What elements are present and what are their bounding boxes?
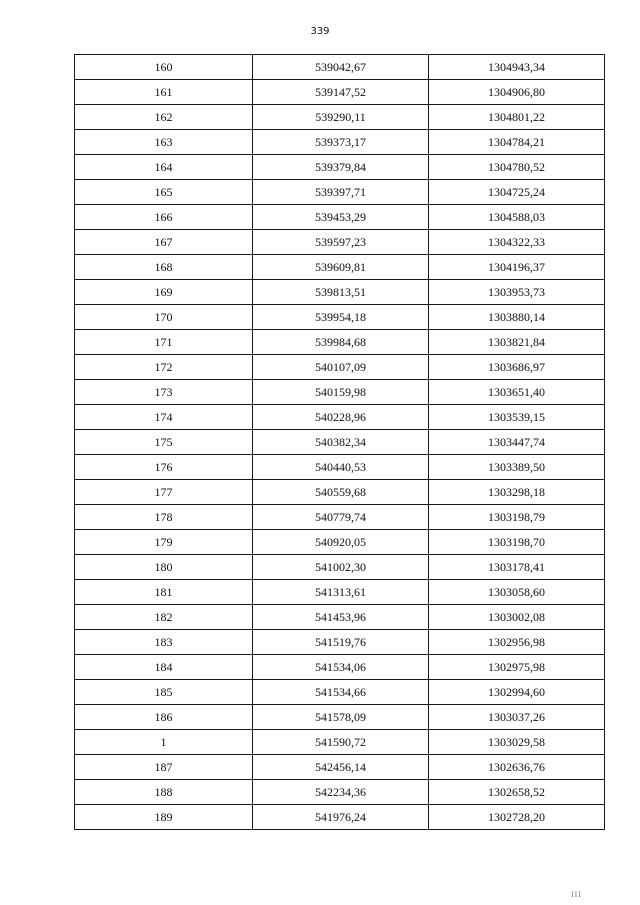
x-coordinate-cell: 540159,98: [253, 380, 429, 405]
point-number-cell: 1: [75, 730, 253, 755]
x-coordinate-cell: 540779,74: [253, 505, 429, 530]
y-coordinate-cell: 1302658,52: [429, 780, 605, 805]
y-coordinate-cell: 1302956,98: [429, 630, 605, 655]
point-number-cell: 170: [75, 305, 253, 330]
x-coordinate-cell: 541519,76: [253, 630, 429, 655]
point-number-cell: 164: [75, 155, 253, 180]
y-coordinate-cell: 1302994,60: [429, 680, 605, 705]
point-number-cell: 171: [75, 330, 253, 355]
table-row: [75, 530, 605, 555]
x-coordinate-cell: 541002,30: [253, 555, 429, 580]
y-coordinate-cell: 1304780,52: [429, 155, 605, 180]
y-coordinate-cell: 1303178,41: [429, 555, 605, 580]
x-coordinate-cell: 541534,06: [253, 655, 429, 680]
table-row: [75, 305, 605, 330]
y-coordinate-cell: 1303447,74: [429, 430, 605, 455]
y-coordinate-cell: 1304943,34: [429, 55, 605, 80]
point-number-cell: 168: [75, 255, 253, 280]
y-coordinate-cell: 1304588,03: [429, 205, 605, 230]
coordinates-table: [74, 54, 605, 830]
y-coordinate-cell: 1303298,18: [429, 480, 605, 505]
x-coordinate-cell: 541976,24: [253, 805, 429, 830]
point-number-cell: 174: [75, 405, 253, 430]
point-number-cell: 182: [75, 605, 253, 630]
x-coordinate-cell: 539813,51: [253, 280, 429, 305]
table-row: [75, 555, 605, 580]
table-row: [75, 630, 605, 655]
x-coordinate-cell: 539397,71: [253, 180, 429, 205]
y-coordinate-cell: 1303821,84: [429, 330, 605, 355]
coordinates-table-body: [75, 55, 605, 830]
y-coordinate-cell: 1304322,33: [429, 230, 605, 255]
table-row: [75, 605, 605, 630]
point-number-cell: 162: [75, 105, 253, 130]
y-coordinate-cell: 1303539,15: [429, 405, 605, 430]
table-row: [75, 680, 605, 705]
table-row: [75, 180, 605, 205]
table-row: [75, 780, 605, 805]
x-coordinate-cell: 540920,05: [253, 530, 429, 555]
table-row: [75, 105, 605, 130]
point-number-cell: 177: [75, 480, 253, 505]
table-row: [75, 505, 605, 530]
x-coordinate-cell: 540382,34: [253, 430, 429, 455]
point-number-cell: 184: [75, 655, 253, 680]
point-number-cell: 183: [75, 630, 253, 655]
y-coordinate-cell: 1303198,70: [429, 530, 605, 555]
x-coordinate-cell: 539453,29: [253, 205, 429, 230]
x-coordinate-cell: 541590,72: [253, 730, 429, 755]
table-row: [75, 155, 605, 180]
x-coordinate-cell: 542456,14: [253, 755, 429, 780]
x-coordinate-cell: 539042,67: [253, 55, 429, 80]
y-coordinate-cell: 1303037,26: [429, 705, 605, 730]
y-coordinate-cell: 1303198,79: [429, 505, 605, 530]
y-coordinate-cell: 1304196,37: [429, 255, 605, 280]
table-row: [75, 380, 605, 405]
point-number-cell: 187: [75, 755, 253, 780]
point-number-cell: 189: [75, 805, 253, 830]
y-coordinate-cell: 1303953,73: [429, 280, 605, 305]
y-coordinate-cell: 1303651,40: [429, 380, 605, 405]
point-number-cell: 188: [75, 780, 253, 805]
table-row: [75, 330, 605, 355]
x-coordinate-cell: 540228,96: [253, 405, 429, 430]
y-coordinate-cell: 1304801,22: [429, 105, 605, 130]
y-coordinate-cell: 1303389,50: [429, 455, 605, 480]
point-number-cell: 181: [75, 580, 253, 605]
y-coordinate-cell: 1302728,20: [429, 805, 605, 830]
table-row: [75, 480, 605, 505]
x-coordinate-cell: 541453,96: [253, 605, 429, 630]
table-row: [75, 705, 605, 730]
point-number-cell: 160: [75, 55, 253, 80]
point-number-cell: 163: [75, 130, 253, 155]
page-number: 339: [310, 26, 330, 37]
table-row: [75, 80, 605, 105]
point-number-cell: 180: [75, 555, 253, 580]
table-row: [75, 405, 605, 430]
point-number-cell: 185: [75, 680, 253, 705]
table-row: [75, 805, 605, 830]
x-coordinate-cell: 539379,84: [253, 155, 429, 180]
y-coordinate-cell: 1304784,21: [429, 130, 605, 155]
point-number-cell: 166: [75, 205, 253, 230]
table-row: [75, 580, 605, 605]
point-number-cell: 169: [75, 280, 253, 305]
x-coordinate-cell: 539597,23: [253, 230, 429, 255]
point-number-cell: 172: [75, 355, 253, 380]
x-coordinate-cell: 540440,53: [253, 455, 429, 480]
table-row: [75, 755, 605, 780]
table-row: [75, 355, 605, 380]
table-row: [75, 730, 605, 755]
x-coordinate-cell: 541313,61: [253, 580, 429, 605]
point-number-cell: 161: [75, 80, 253, 105]
x-coordinate-cell: 539290,11: [253, 105, 429, 130]
y-coordinate-cell: 1302975,98: [429, 655, 605, 680]
point-number-cell: 179: [75, 530, 253, 555]
x-coordinate-cell: 539984,68: [253, 330, 429, 355]
table-row: [75, 255, 605, 280]
x-coordinate-cell: 539609,81: [253, 255, 429, 280]
table-row: [75, 130, 605, 155]
x-coordinate-cell: 540559,68: [253, 480, 429, 505]
y-coordinate-cell: 1303002,08: [429, 605, 605, 630]
point-number-cell: 167: [75, 230, 253, 255]
point-number-cell: 186: [75, 705, 253, 730]
table-row: [75, 55, 605, 80]
y-coordinate-cell: 1303058,60: [429, 580, 605, 605]
x-coordinate-cell: 539147,52: [253, 80, 429, 105]
footer-mark: III: [571, 890, 582, 899]
point-number-cell: 176: [75, 455, 253, 480]
y-coordinate-cell: 1304906,80: [429, 80, 605, 105]
table-row: [75, 280, 605, 305]
x-coordinate-cell: 542234,36: [253, 780, 429, 805]
point-number-cell: 165: [75, 180, 253, 205]
point-number-cell: 173: [75, 380, 253, 405]
x-coordinate-cell: 541578,09: [253, 705, 429, 730]
x-coordinate-cell: 541534,66: [253, 680, 429, 705]
table-row: [75, 230, 605, 255]
point-number-cell: 178: [75, 505, 253, 530]
y-coordinate-cell: 1302636,76: [429, 755, 605, 780]
y-coordinate-cell: 1303029,58: [429, 730, 605, 755]
x-coordinate-cell: 539373,17: [253, 130, 429, 155]
x-coordinate-cell: 539954,18: [253, 305, 429, 330]
table-row: [75, 430, 605, 455]
y-coordinate-cell: 1304725,24: [429, 180, 605, 205]
y-coordinate-cell: 1303880,14: [429, 305, 605, 330]
x-coordinate-cell: 540107,09: [253, 355, 429, 380]
table-row: [75, 455, 605, 480]
table-row: [75, 205, 605, 230]
point-number-cell: 175: [75, 430, 253, 455]
y-coordinate-cell: 1303686,97: [429, 355, 605, 380]
table-row: [75, 655, 605, 680]
